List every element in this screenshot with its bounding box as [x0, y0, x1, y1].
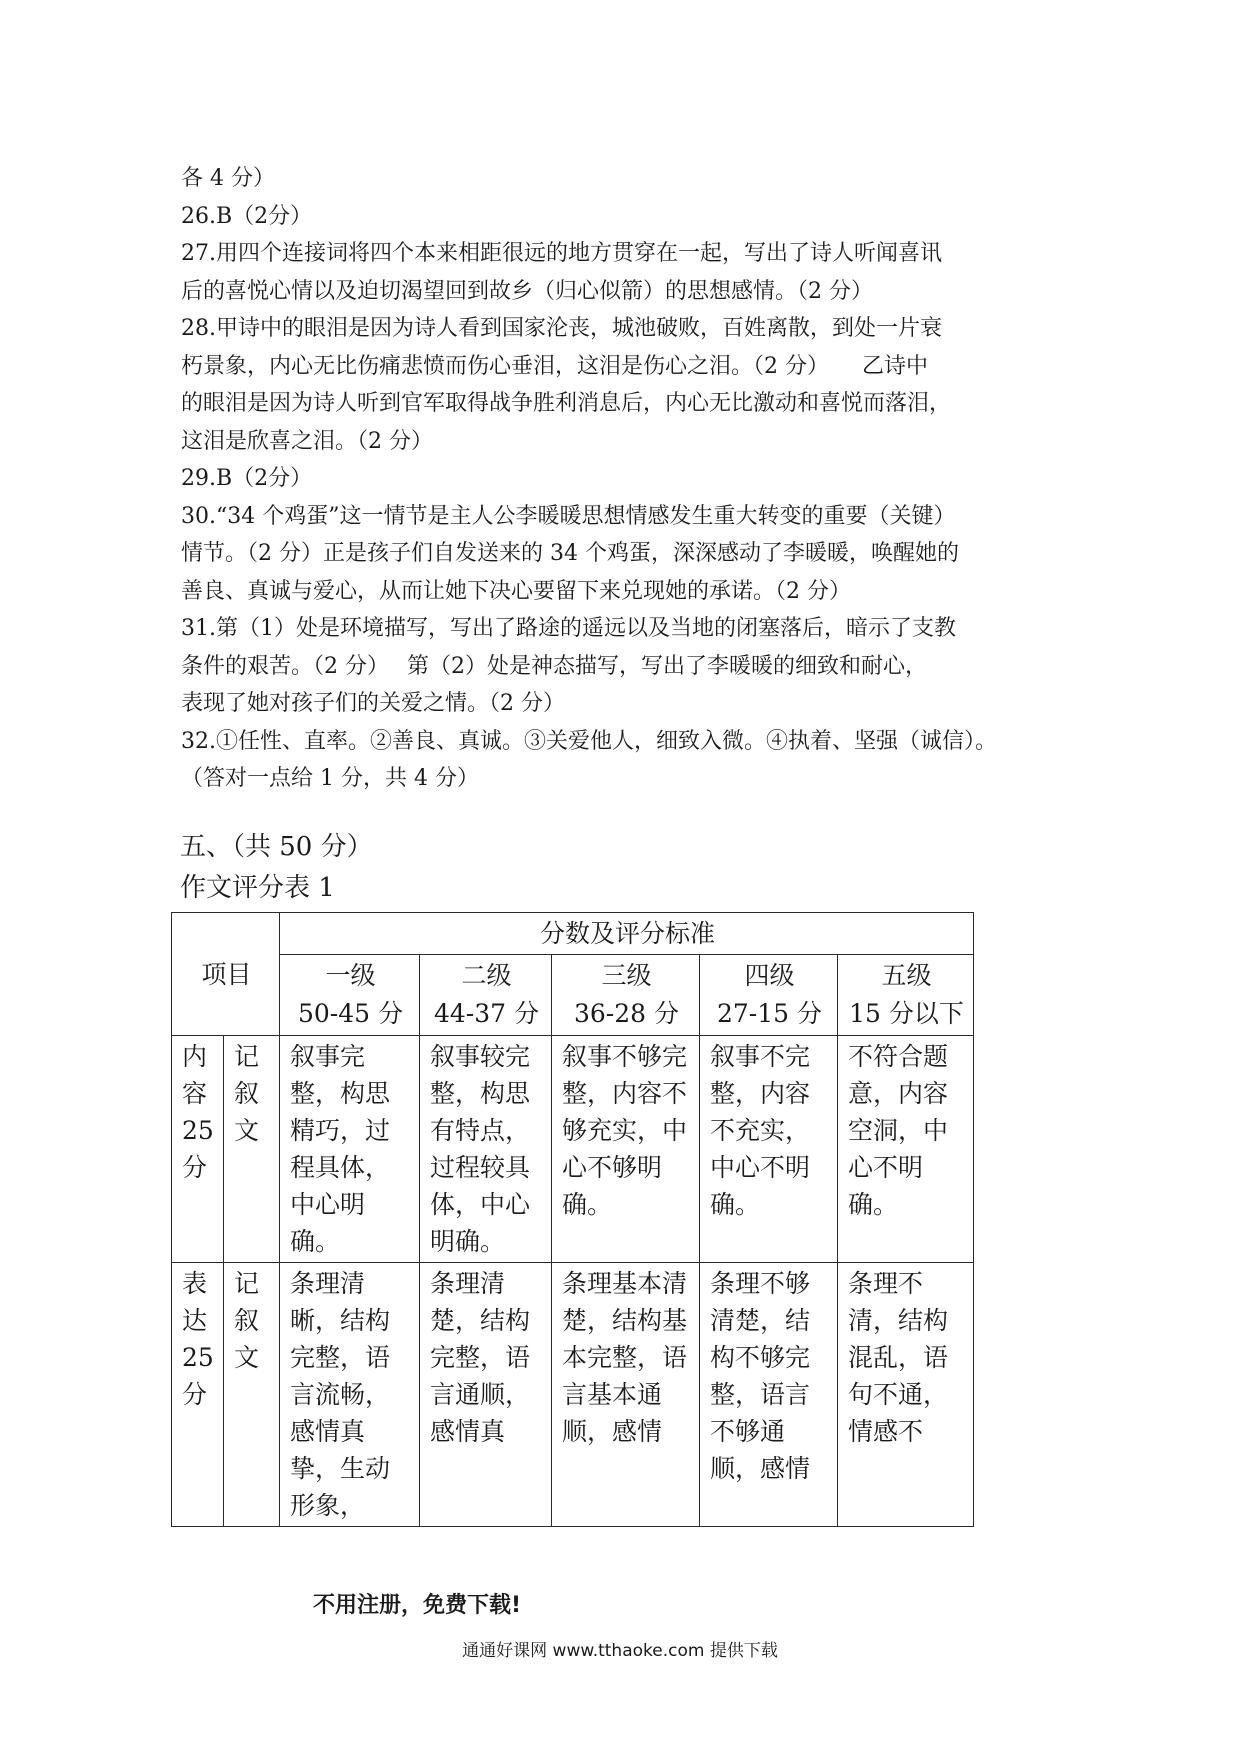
scoring-table [171, 912, 974, 1527]
table-cell: 条理不够清楚，结构不够完整，语言不够通顺，感情 [700, 1263, 838, 1527]
level-range: 15 分以下 [849, 999, 964, 1028]
answer-line: 26.B（2分） [181, 203, 313, 229]
level-header [838, 955, 974, 1036]
answer-line: 32.①任性、直率。②善良、真诚。③关爱他人，细致入微。④执着、坚强（诚信）。 [181, 728, 997, 754]
row-category: 表达25分 [172, 1263, 224, 1527]
answer-line: 这泪是欣喜之泪。（2 分） [181, 428, 433, 454]
answer-line: 表现了她对孩子们的关爱之情。（2 分） [181, 691, 565, 716]
table-cell: 叙事不完整，内容不充实，中心不明确。 [700, 1036, 838, 1263]
item-header: 项目 [172, 913, 280, 1036]
answer-line: 情节。（2 分）正是孩子们自发送来的 34 个鸡蛋，深深感动了李暖暖，唤醒她的 [181, 541, 959, 566]
answer-line: 28.甲诗中的眼泪是因为诗人看到国家沦丧，城池破败，百姓离散，到处一片衰 [181, 316, 942, 341]
answer-key [181, 160, 997, 798]
table-row [172, 1036, 974, 1263]
answer-line: 条件的艰苦。（2 分） 第（2）处是神态描写，写出了李暖暖的细致和耐心， [181, 653, 927, 679]
level-range: 27-15 分 [717, 999, 823, 1028]
table-cell: 条理不清，结构混乱，语句不通，情感不 [838, 1263, 974, 1527]
answer-line: 30.“34 个鸡蛋”这一情节是主人公李暖暖思想情感发生重大转变的重要（关键） [181, 503, 956, 529]
answer-line: 29.B（2分） [181, 466, 313, 491]
answer-line: （答对一点给 1 分，共 4 分） [181, 766, 479, 791]
level-range: 36-28 分 [574, 999, 680, 1028]
table-cell: 条理基本清楚，结构基本完整，语言基本通顺，感情 [552, 1263, 700, 1527]
level-range: 50-45 分 [298, 999, 404, 1028]
row-genre: 记叙文 [224, 1263, 280, 1527]
table-cell: 条理清楚，结构完整，语言通顺，感情真 [420, 1263, 552, 1527]
answer-line: 31.第（1）处是环境描写，写出了路途的遥远以及当地的闭塞落后，暗示了支教 [181, 616, 956, 641]
level-name: 二级 [461, 961, 512, 990]
row-category: 内容25分 [172, 1036, 224, 1263]
table-row [172, 1263, 974, 1527]
answer-line: 后的喜悦心情以及迫切渴望回到故乡（归心似箭）的思想感情。（2 分） [181, 278, 873, 304]
level-name: 五级 [881, 961, 932, 990]
table-cell: 叙事完整，构思精巧，过程具体，中心明确。 [280, 1036, 420, 1263]
level-name: 三级 [601, 961, 652, 990]
answer-line: 的眼泪是因为诗人听到官军取得战争胜利消息后，内心无比激动和喜悦而落泪， [181, 391, 952, 416]
row-genre: 记叙文 [224, 1036, 280, 1263]
answer-line: 各 4 分） [181, 166, 275, 191]
score-header: 分数及评分标准 [280, 913, 974, 955]
level-name: 四级 [744, 961, 795, 990]
level-header [280, 955, 420, 1036]
table-cell: 条理清晰，结构完整，语言流畅，感情真挚，生动形象， [280, 1263, 420, 1527]
level-header [420, 955, 552, 1036]
table-title: 作文评分表 1 [180, 873, 335, 903]
level-name: 一级 [325, 961, 376, 990]
level-header-row [172, 955, 974, 1036]
table-cell: 不符合题意，内容空洞，中心不明确。 [838, 1036, 974, 1263]
download-note: 不用注册，免费下载! [313, 1593, 522, 1618]
table-cell: 叙事较完整，构思有特点，过程较具体，中心明确。 [420, 1036, 552, 1263]
answer-line: 善良、真诚与爱心，从而让她下决心要留下来兑现她的承诺。（2 分） [181, 578, 851, 604]
level-header [700, 955, 838, 1036]
level-range: 44-37 分 [434, 999, 540, 1028]
answer-line: 27.用四个连接词将四个本来相距很远的地方贯穿在一起，写出了诗人听闻喜讯 [181, 241, 942, 266]
section-title: 五、（共 50 分） [180, 832, 373, 862]
answer-line: 朽景象，内心无比伤痛悲愤而伤心垂泪，这泪是伤心之泪。（2 分） 乙诗中 [181, 353, 928, 379]
source-credit: 通通好课网 www.tthaoke.com 提供下载 [462, 1641, 778, 1661]
table-header-row [172, 913, 974, 955]
level-header [552, 955, 700, 1036]
table-cell: 叙事不够完整，内容不够充实，中心不够明确。 [552, 1036, 700, 1263]
